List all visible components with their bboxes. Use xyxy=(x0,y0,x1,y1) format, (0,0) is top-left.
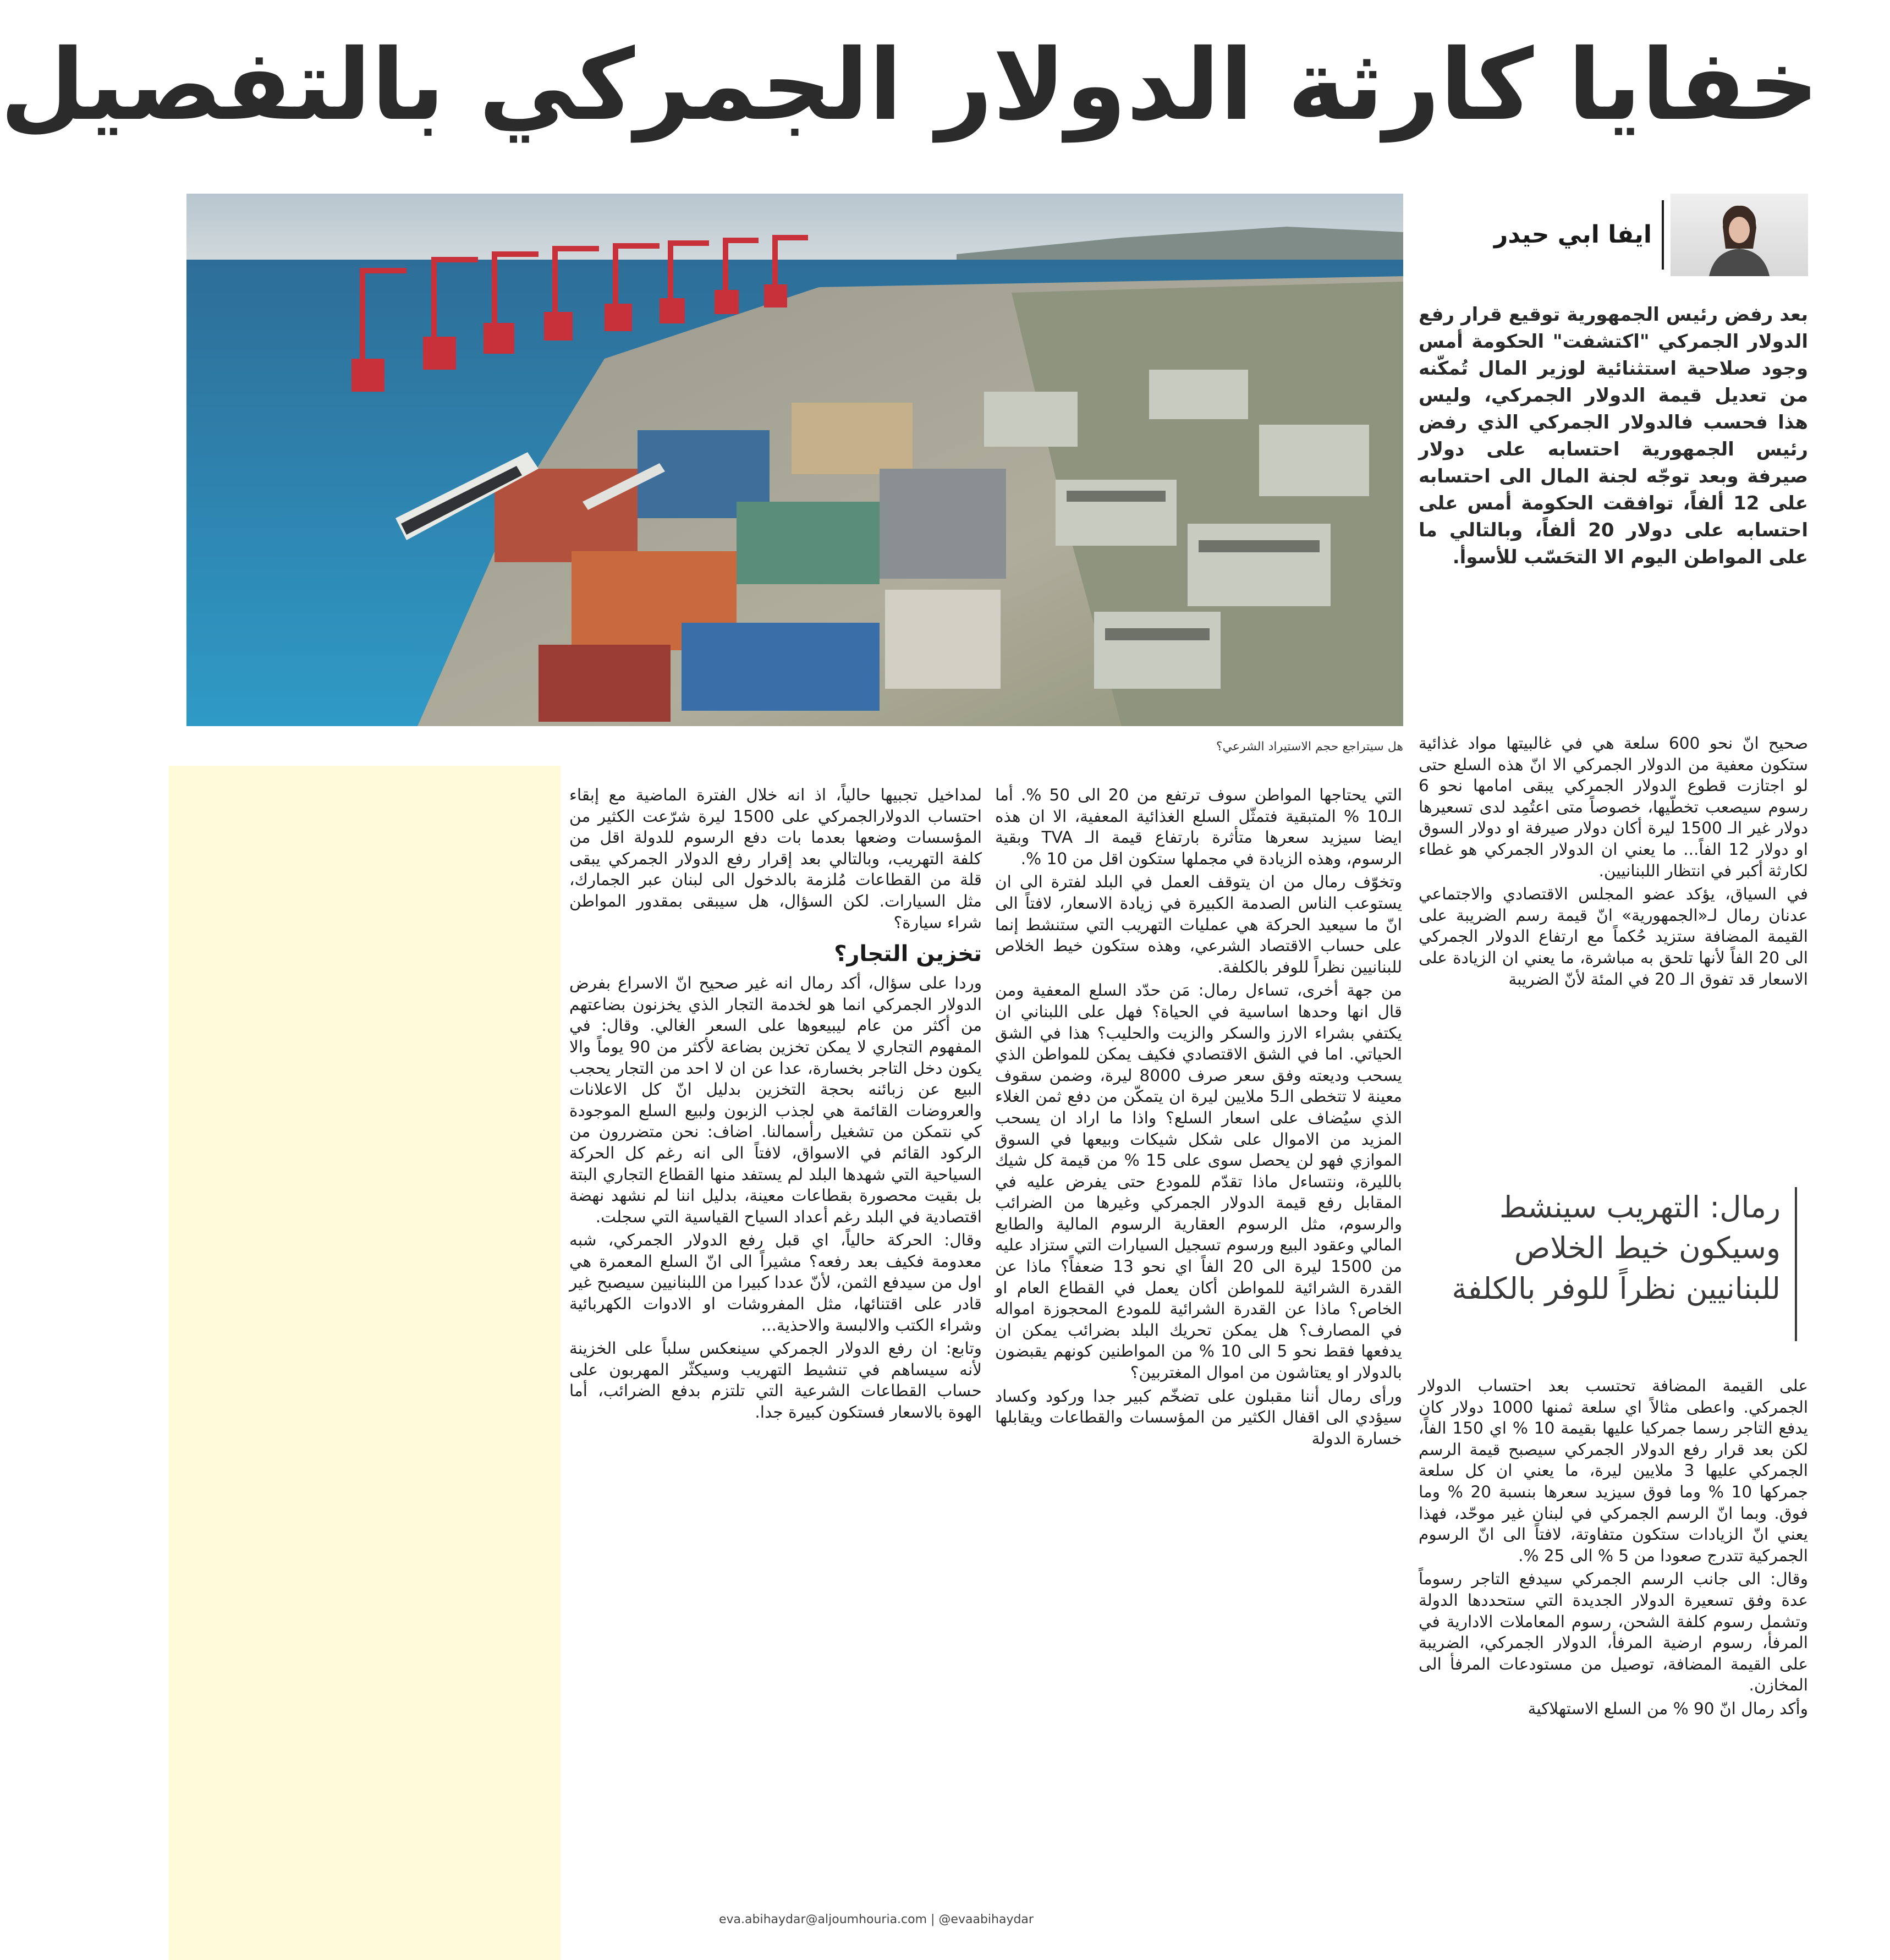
author-photo xyxy=(1671,194,1808,276)
paragraph: التي يحتاجها المواطن سوف ترتفع من 20 الى 50 %. أما الـ10 % المتبقية فتمثّل السلع الغذائية المعفية، الا ان هذه ايضا سيزيد سعرها متأثرة بارتفاع قيمة الـ TVA وبقية الرسوم، وهذه الزيادة في مجملها ستكون اقل من 10 %. xyxy=(995,786,1402,868)
paragraph: ورأى رمال أننا مقبلون على تضخّم كبير جدا وركود وكساد سيؤدي الى اقفال الكثير من المؤسسات والقطاعات ويقابلها خسارة الدولة xyxy=(995,1386,1402,1448)
paragraph: على القيمة المضافة تحتسب بعد احتساب الدولار الجمركي. واعطى مثالاً اي سلعة ثمنها 1000 دولار كان يدفع التاجر رسما جمركيا عليها بقيمة 10 % اي 150 الفاً، لكن بعد قرار رفع الدولار الجمركي سيصبح قيمة الرسم الجمركي عليها 3 ملايين ليرة، ما يعني ان كل سلعة جمركها 10 % وما فوق سيزيد سعرها بنسبة 20 % وما فوق. وبما انّ الرسم الجمركي في لبنان غير موحّد، فهذا يعني انّ الزيادات ستكون متفاوتة، لافتاً الى انّ الرسوم الجمركية تتدرج صعودا من 5 % الى 25 %. xyxy=(1419,1376,1809,1565)
pull-quote: رمال: التهريب سينشط وسيكون خيط الخلاص للبنانيين نظراً للوفر بالكلفة xyxy=(1423,1187,1797,1341)
author-name: ايفا ابي حيدر xyxy=(1494,221,1652,249)
paragraph: صحيح انّ نحو 600 سلعة هي في غالبيتها مواد غذائية ستكون معفية من الدولار الجمركي الا انّ هذه السلع حتى لو اجتازت قطوع الدولار الجمركي يبقى امامها نحو 6 رسوم سيصعب تخطّيها، خصوصاً متى اعتُمِد لدى تسعيرها دولار غير الـ 1500 ليرة أكان دولار صيرفة او دولار السوق او دولار 12 الفاً... ما يعني ان الدولار الجمركي هو غطاء لكارثة أكبر في انتظار اللبنانيين. xyxy=(1419,734,1808,880)
author-divider xyxy=(1662,200,1664,270)
subheading: تخزين التجار؟ xyxy=(834,941,982,967)
paragraph: لمداخيل تجبيها حالياً، اذ انه خلال الفترة الماضية مع إبقاء احتساب الدولارالجمركي على 1500 ليرة شرّعت الكثير من المؤسسات وضعها بعدما بات دفع الرسوم للدولة اقل من كلفة التهريب، وبالتالي بعد إقرار رفع الدولار الجمركي يبقى قلة من القطاعات مُلزمة بالدخول الى لبنان عبر الجمارك، مثل السيارات. لكن السؤال، هل سيبقى بمقدور المواطن شراء سيارة؟ xyxy=(569,786,982,932)
paragraph: وردا على سؤال، أكد رمال انه غير صحيح انّ الاسراع بفرض الدولار الجمركي انما هو لخدمة التجار الذي يخزنون بضاعتهم من أكثر من عام ليبيعوها على السعر الغالي. وقال: في المفهوم التجاري لا يمكن تخزين بضاعة لأكثر من 90 يوماً والا يكون دخل التاجر بخسارة، عدا عن ان لا احد من التجار يحجب البيع عن زبائنه بحجة التخزين بدليل انّ كل الاعلانات والعروضات القائمة هي لجذب الزبون ولبيع السلع الموجودة كي نتمكن من تشغيل رأسمالنا. اضاف: نحن متضررون من الركود القائم في الاسواق، لافتاً الى انه رغم كل الحركة السياحية التي شهدها البلد لم يستفد منها القطاع التجاري البتة بل بقيت محصورة بقطاعات معينة، بدليل اننا لم نشهد نهضة اقتصادية في البلد رغم أعداد السياح القياسية التي سجلت. xyxy=(569,974,982,1226)
photo-caption: هل سيتراجع حجم الاستيراد الشرعي؟ xyxy=(1216,740,1403,754)
paragraph: وتابع: ان رفع الدولار الجمركي سينعكس سلباً على الخزينة لأنه سيساهم في تنشيط التهريب وسيكثّر المهربون على حساب القطاعات الشرعية التي تلتزم بدفع الضرائب، أما الهوة بالاسعار فستكون كبيرة جدا. xyxy=(569,1339,982,1422)
paragraph: وتخوّف رمال من ان يتوقف العمل في البلد لفترة الى ان يستوعب الناس الصدمة الكبيرة في زيادة الاسعار، لافتاً الى انّ ما سيعيد الحركة هي عمليات التهريب التي ستنشط إنما على حساب الاقتصاد الشرعي، وهذه ستكون خيط الخلاص للبنانيين نظراً للوفر بالكلفة. xyxy=(995,872,1402,976)
author-contact: eva.abihaydar@aljoumhouria.com | @evaabihaydar xyxy=(719,1913,1034,1926)
column-right-bottom xyxy=(1419,1375,1808,1950)
paragraph: وأكد رمال انّ 90 % من السلع الاستهلاكية xyxy=(1528,1699,1808,1718)
column-middle xyxy=(995,784,1402,1942)
port-aerial-photo xyxy=(186,194,1403,726)
paragraph: وقال: الحركة حالياً، اي قبل رفع الدولار الجمركي، شبه معدومة فكيف بعد رفعه؟ مشيراً الى انّ السلع المعمرة هي اول من سيدفع الثمن، لأنّ عددا كبيرا من اللبنانيين سيصبح غير قادر على اقتنائها، مثل المفروشات او الادوات الكهربائية وشراء الكتب والالبسة والاحذية... xyxy=(569,1231,982,1335)
column-left xyxy=(569,784,982,1885)
paragraph: في السياق، يؤكد عضو المجلس الاقتصادي والاجتماعي عدنان رمال لـ«الجمهورية» انّ قيمة رسم الضريبة على القيمة المضافة ستزيد حُكماً مع ارتفاع الدولار الجمركي الى 20 الفاً لأنها تلحق به مباشرة، ما يعني ان الزيادة على الاسعار قد تفوق الـ 20 في المئة لأنّ الضريبة xyxy=(1419,885,1809,989)
paragraph: من جهة أخرى، تساءل رمال: مَن حدّد السلع المعفية ومن قال انها وحدها اساسية في الحياة؟ فهل على اللبناني ان يكتفي بشراء الارز والسكر والزيت والحليب؟ هذا في الشق الحياتي. اما في الشق الاقتصادي فكيف يمكن للمواطن الذي يسحب وديعته وفق سعر صرف 8000 ليرة، وضمن سقوف معينة لا تتخطى الـ5 ملايين ليرة ان يتمكّن من دفع ثمن الغلاء الذي سيُضاف على اسعار السلع؟ واذا ما اراد ان يسحب المزيد من الاموال على شكل شيكات وبيعها في السوق الموازي فهو لن يحصل سوى على 15 % من قيمة كل شيك بالليرة، ونتساءل ماذا تقدّم للمودع حتى يفرض عليه في المقابل رفع قيمة الدولار الجمركي وغيرها من الضرائب والرسوم، مثل الرسوم العقارية الرسوم المالية والطابع المالي وعقود البيع ورسوم تسجيل السيارات التي ستزاد عليه من 1500 ليرة الى 20 الفاً اي نحو 13 ضعفاً؟ ماذا عن القدرة الشرائية للمواطن أكان يعمل في القطاع العام او الخاص؟ ماذا عن القدرة الشرائية للمودع المحجوزة امواله في المصارف؟ هل يمكن تحريك البلد بضرائب يمكن ان يدفعها فقط نحو 5 الى 10 % من المواطنين كونهم يقبضون بالدولار او يعتاشون من اموال المغتربين؟ xyxy=(995,981,1402,1382)
advertisement-space xyxy=(169,766,561,1960)
intro-paragraph: بعد رفض رئيس الجمهورية توقيع قرار رفع الدولار الجمركي "اكتشفت" الحكومة أمس وجود صلاحية استثنائية لوزير المال تُمكّنه من تعديل قيمة الدولار الجمركي، وليس هذا فحسب فالدولار الجمركي الذي رفض رئيس الجمهورية احتسابه على دولار صيرفة وبعد توجّه لجنة المال الى احتسابه على 12 ألفاً، توافقت الحكومة أمس على احتسابه على دولار 20 ألفاً، وبالتالي ما على المواطن اليوم الا التحَسّب للأسوأ. xyxy=(1419,304,1808,568)
headline: خفايا كارثة الدولار الجمركي بالتفصيل xyxy=(0,28,1819,142)
paragraph: وقال: الى جانب الرسم الجمركي سيدفع التاجر رسوماً عدة وفق تسعيرة الدولار الجديدة التي ستحددها الدولة وتشمل رسوم كلفة الشحن، رسوم المعاملات الادارية في المرفأ، رسوم ارضية المرفأ، الدولار الجمركي، الضريبة على القيمة المضافة، توصيل من مستودعات المرفأ الى المخازن. xyxy=(1419,1569,1808,1695)
column-right-top xyxy=(1419,733,1808,1162)
author-box xyxy=(1419,194,1808,276)
